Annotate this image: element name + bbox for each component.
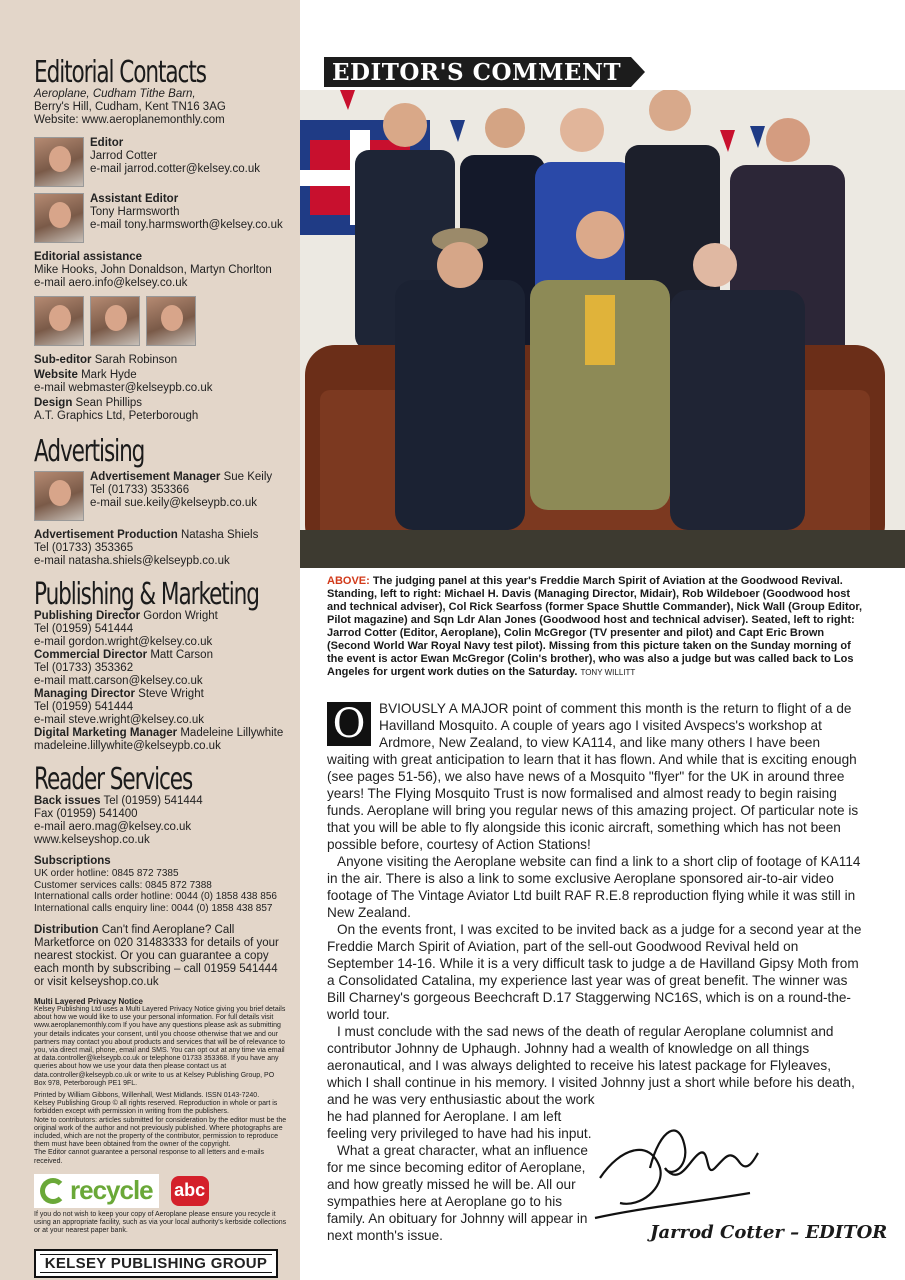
ad-production-email[interactable]: e-mail natasha.shiels@kelseypb.co.uk (34, 555, 230, 567)
back-web[interactable]: www.kelseyshop.co.uk (34, 834, 150, 846)
logos-row (34, 1174, 288, 1208)
abc-logo: abc (171, 1176, 209, 1206)
editor-role: Editor (90, 137, 124, 149)
privacy-title: Multi Layered Privacy Notice (34, 997, 143, 1006)
paragraph-4-continued: he had planned for Aeroplane. I am left feeling very privileged to have had his input. (327, 1109, 592, 1141)
assistant-editor-name: Tony Harmsworth (90, 206, 180, 218)
recycle-note: If you do not wish to keep your copy of Aeroplane please ensure you recycle it using an appropriate facility, such as via your local authority's kerbside collections or at your nearest paper bank. (34, 1210, 287, 1235)
contributors-note: Note to contributors: articles submitted for consideration by the editor must be the original work of the author and not previously published. Where photographs are included, which are not the property of the contributor, permission to reproduce them must have been obtained from the owner of the copyright. (34, 1116, 287, 1149)
assistance-names: Mike Hooks, John Donaldson, Martyn Chorlton (34, 264, 272, 276)
editor-name: Jarrod Cotter (90, 150, 158, 162)
sub-editor (34, 354, 288, 367)
judging-panel-photo (300, 90, 905, 568)
pub-role: Publishing Director (34, 610, 141, 622)
ad-manager-email[interactable]: e-mail sue.keily@kelseypb.co.uk (90, 497, 257, 509)
dig-name: Madeleine Lillywhite (180, 727, 284, 739)
design-company: A.T. Graphics Ltd, Peterborough (34, 410, 199, 422)
photo-caption (327, 575, 867, 679)
website-contact (34, 369, 288, 395)
commercial-director (34, 649, 288, 688)
photo-credit: TONY WILLITT (580, 668, 636, 677)
com-email[interactable]: e-mail matt.carson@kelsey.co.uk (34, 675, 203, 687)
publishing-title: Publishing & Marketing (34, 577, 259, 612)
subs-line: UK order hotline: 0845 872 7385 (34, 868, 179, 879)
subs-line: International calls order hotline: 0044 (0) 1858 438 856 (34, 891, 277, 902)
assistant-photo (90, 296, 140, 346)
editorial-assistance (34, 251, 288, 346)
dist-role: Distribution (34, 924, 99, 936)
design-contact (34, 397, 288, 423)
ad-production-role: Advertisement Production (34, 529, 178, 541)
man-name: Steve Wright (138, 688, 204, 700)
design-role: Design (34, 397, 73, 409)
com-tel: Tel (01733) 353362 (34, 662, 134, 674)
com-name: Matt Carson (150, 649, 213, 661)
editor-email[interactable]: e-mail jarrod.cotter@kelsey.co.uk (90, 163, 260, 175)
copyright: Kelsey Publishing Group © all rights reserved. Reproduction in whole or part is forbidden except with permission in writing from the publishers. (34, 1100, 278, 1116)
sub-editor-role: Sub-editor (34, 354, 92, 366)
back-fax: Fax (01959) 541400 (34, 808, 138, 820)
subs-role: Subscriptions (34, 855, 111, 867)
publishing-director (34, 610, 288, 649)
paragraph-1 (327, 700, 865, 853)
pub-tel: Tel (01959) 541444 (34, 623, 134, 635)
caption-text: The judging panel at this year's Freddie March Spirit of Aviation at the Goodwood Revival. Standing, left to right: Michael H. Davis (Managing Director, Midair), Rob Wildeboer (Goodwood host and technical adviser), Col Rick Searfoss (former Space Shuttle Commander), Nick Wall (Group Editor, Pilot magazine) and Sqn Ldr Alan Jones (Goodwood host and technical adviser). Seated, left to right: Jarrod Cotter (Editor, Aeroplane), Colin McGregor (TV presenter and pilot) and Capt Eric Brown (Second World War Royal Navy test pilot). Missing from this picture taken on the Sunday morning of the event is actor Ewan McGregor (Colin's brother), who was also a judge but was called back to Los Angeles for urgent work duties on the Saturday. (327, 575, 863, 678)
website-role: Website (34, 369, 78, 381)
editor-photo (34, 137, 84, 187)
guarantee-note: The Editor cannot guarantee a personal response to all letters and e-mails received. (34, 1149, 264, 1165)
privacy-text: Kelsey Publishing Ltd uses a Multi Layered Privacy Notice giving you brief details about how we would like to use your personal information. For full details visit www.aeroplanemonthly.com If you have any questions please ask as submitting your details indicates your consent, until you choose otherwise that we and our partners may contact you about products and services that will be of relevance to you, via direct mail, phone, email and SMS. You can opt out at any time via email at data.controller@kelseypb.co.uk or telephone 01733 353368. If you have any queries about how we use your data then please contact us at data.controller@kelseypb.co.uk or write to us at Kelsey Publishing Group, PO Box 978, Peterborough PE1 9FL. (34, 1006, 286, 1087)
ad-manager-name: Sue Keily (223, 471, 273, 483)
back-email[interactable]: e-mail aero.mag@kelsey.co.uk (34, 821, 192, 833)
judging-panel-illustration (300, 90, 905, 568)
paragraph-5: What a great character, what an influence for me since becoming editor of Aeroplane, and how greatly missed he will be. All our sympathies here at Aeroplane go to his family. An obituary for Johnny will appear in next month's issue. (327, 1143, 588, 1243)
editorial-contacts-title: Editorial Contacts (34, 55, 206, 90)
ad-manager-role: Advertisement Manager (90, 471, 221, 483)
paragraph-2: Anyone visiting the Aeroplane website can find a link to a short clip of footage of KA114 in the air. There is also a link to some exclusive Aeroplane sponsored air-to-air video footage of The Vintage Aviator Ltd built RAF R.E.8 reproduction flying while it was still in New Zealand. (327, 854, 861, 920)
assistant-editor-email[interactable]: e-mail tony.harmsworth@kelsey.co.uk (90, 219, 283, 231)
publisher-logo (34, 1249, 278, 1278)
address (34, 88, 288, 127)
back-issues (34, 795, 288, 847)
sidebar (0, 0, 300, 1280)
assistant-editor-role: Assistant Editor (90, 193, 179, 205)
ad-production-tel: Tel (01733) 353365 (34, 542, 134, 554)
drop-cap: O (327, 702, 371, 746)
managing-director (34, 688, 288, 727)
recycle-icon (40, 1178, 66, 1204)
ad-production-name: Natasha Shiels (180, 529, 259, 541)
recycle-word: recycle (70, 1175, 153, 1206)
address-line-2: Berry's Hill, Cudham, Kent TN16 3AG (34, 101, 226, 113)
pub-email[interactable]: e-mail gordon.wright@kelsey.co.uk (34, 636, 213, 648)
website-email[interactable]: e-mail webmaster@kelseypb.co.uk (34, 382, 213, 394)
privacy-notice (34, 997, 288, 1088)
advertising-title: Advertising (34, 434, 145, 469)
sub-editor-name: Sarah Robinson (94, 354, 178, 366)
editor-signature (590, 1108, 760, 1228)
digital-marketing-manager (34, 727, 288, 753)
paragraph-4: I must conclude with the sad news of the death of regular Aeroplane columnist and contributor Johnny de Uphaugh. Johnny had a wealth of knowledge on all things aeronautical, and I was always delighted to receive his latest package for Flyleaves, which I shall continue in his memory. I visited Johnny just a short while before his death, and he was very enthusiastic about the work (327, 1024, 855, 1107)
subs-line: Customer services calls: 0845 872 7388 (34, 879, 212, 891)
editor-signoff: Jarrod Cotter – EDITOR (650, 1222, 888, 1243)
website-line[interactable]: Website: www.aeroplanemonthly.com (34, 114, 225, 126)
recycle-logo (34, 1174, 159, 1208)
publisher-logo-text: KELSEY PUBLISHING GROUP (40, 1254, 272, 1273)
website-name: Mark Hyde (81, 369, 137, 381)
address-line-1: Aeroplane, Cudham Tithe Barn, (34, 88, 196, 100)
assistant-editor-contact (34, 193, 288, 243)
back-tel: Tel (01959) 541444 (103, 795, 203, 807)
dig-email[interactable]: madeleine.lillywhite@kelseypb.co.uk (34, 740, 221, 752)
paragraph-3: On the events front, I was excited to be invited back as a judge for a second year at the Freddie March Spirit of Aviation, part of the sell-out Goodwood Revival held on September 14-16. While it is a very difficult task to judge a de Havilland Gipsy Moth from a Consolidated Catalina, my experience last year was of great benefit. The winner was Bill Charney's gorgeous Beechcraft D.17 Staggerwing NC16S, which is on a round-the-world tour. (327, 922, 862, 1022)
man-email[interactable]: e-mail steve.wright@kelsey.co.uk (34, 714, 204, 726)
editors-comment-banner: EDITOR'S COMMENT (324, 57, 631, 87)
paragraph-1-text: BVIOUSLY A MAJOR point of comment this month is the return to flight of a de Havilland Mosquito. A couple of years ago I visited Avspecs's workshop at Ardmore, New Zealand, to view KA114, and like many others I have been waiting with great anticipation to learn that it has flown. And while that is exciting enough (see pages 51-56), we also have news of a Mosquito "flyer" for the UK in around three years! The Flying Mosquito Trust is now formalised and almost ready to begin raising funds. Aeroplane will bring you regular news of this amazing project. Of particular note is that you will be able to fly alongside this iconic aircraft, something which has not been possible before, courtesy of Action Stations! (327, 701, 859, 852)
man-role: Managing Director (34, 688, 135, 700)
subs-line: International calls enquiry line: 0044 (0) 1858 438 857 (34, 902, 273, 914)
printed-by: Printed by William Gibbons, Willenhall, West Midlands. ISSN 0143-7240. (34, 1092, 260, 1100)
ad-manager-tel: Tel (01733) 353366 (90, 484, 190, 496)
assistance-photos (34, 296, 288, 346)
assistant-photo (34, 296, 84, 346)
assistance-email[interactable]: e-mail aero.info@kelsey.co.uk (34, 277, 188, 289)
editor-contact (34, 137, 288, 187)
assistant-editor-photo (34, 193, 84, 243)
assistant-photo (146, 296, 196, 346)
pub-name: Gordon Wright (143, 610, 218, 622)
distribution (34, 924, 288, 989)
dig-role: Digital Marketing Manager (34, 727, 178, 739)
dist-text: Can't find Aeroplane? Call Marketforce on 020 31483333 for details of your nearest stockist. Or you can guarantee a copy each month by subscribing – call 01959 541444 or visit kelseyshop.co.uk (34, 924, 279, 988)
reader-services-title: Reader Services (34, 762, 193, 797)
subscriptions (34, 855, 288, 914)
ad-manager-contact (34, 471, 288, 521)
design-name: Sean Phillips (75, 397, 143, 409)
ad-production-contact (34, 529, 288, 568)
ad-manager-photo (34, 471, 84, 521)
com-role: Commercial Director (34, 649, 148, 661)
assistance-role: Editorial assistance (34, 251, 143, 263)
back-role: Back issues (34, 795, 101, 807)
caption-lead: ABOVE: (327, 575, 370, 587)
man-tel: Tel (01959) 541444 (34, 701, 134, 713)
